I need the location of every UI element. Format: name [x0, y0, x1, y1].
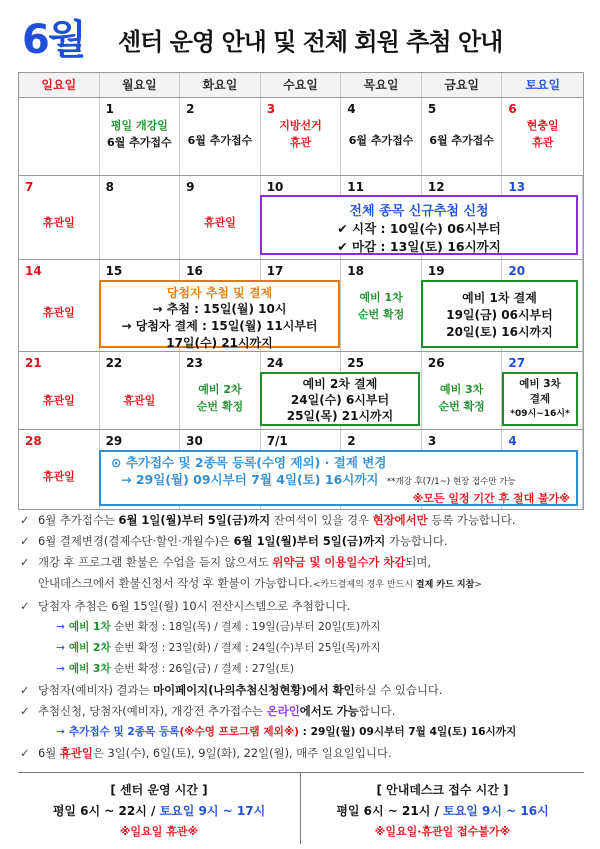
box-line-text: → 29일(월) 09시부터 7월 4일(토) 16시까지 [121, 472, 379, 487]
notice-item: ✓ 6월 결제변경(결제수단·할인·개월수)은 6월 1일(월)부터 5일(금)까지 가능합니다. [20, 531, 585, 552]
holiday-label: 휴관일 [42, 306, 75, 319]
desk-hours-line: 평일 6시 ~ 21시 / 토요일 9시 ~ 16시 [336, 804, 549, 818]
day-number: 27 [508, 356, 526, 370]
day-number: 30 [186, 434, 203, 448]
notice-item: ✓ 개강 후 프로그램 환불은 수업을 듣지 않으셔도 위약금 및 이용일수가 차감되며, [20, 552, 585, 573]
new-lottery-box [260, 195, 578, 255]
day-note: 휴관 [289, 136, 312, 149]
day-number: 19 [427, 264, 445, 278]
box-line: 24일(수) 6시부터 [290, 393, 390, 407]
day-number: 14 [25, 264, 42, 278]
notice-item: ✓ 당첨자 추첨은 6월 15일(월) 10시 전산시스템으로 추첨합니다. [20, 596, 585, 617]
day-cell-3 [261, 98, 342, 175]
day-number: 2 [347, 434, 356, 448]
day-note: 순번 확정 [196, 400, 244, 413]
week-row-1 [18, 98, 584, 176]
day-cell-18 [341, 260, 422, 351]
day-number: 13 [508, 180, 526, 194]
week-row-3 [18, 260, 584, 352]
notice-item: ✓ 추첨신청, 당첨자(예비자), 개강전 추가접수는 온라인에서도 가능합니다. [20, 701, 585, 722]
box-line: ✔ 마감 : 13일(토) 16시까지 [337, 239, 501, 254]
day-note: 예비 2차 [198, 383, 242, 396]
day-note: 평일 개강일 [110, 119, 168, 132]
weekday-sat: 토요일 [525, 78, 561, 92]
check-icon: ✓ [20, 746, 30, 760]
desk-hours-title: [ 안내데스크 접수 시간 ] [376, 783, 509, 797]
holiday-label: 휴관일 [42, 470, 75, 483]
weekday-header [18, 72, 584, 98]
day-number: 16 [186, 264, 203, 278]
day-number: 3 [427, 434, 437, 448]
holiday-label: 휴관일 [203, 216, 236, 229]
box-line: 예비 1차 결제 [462, 291, 537, 305]
day-number: 26 [427, 356, 445, 370]
day-cell-2 [180, 98, 261, 175]
day-cell-22 [100, 352, 181, 429]
day-cell-21 [19, 352, 100, 429]
notice-item-continued: 안내데스크에서 환불신청서 작성 후 환불이 가능합니다.<카드결제의 경우 반드시 결제 카드 지참> [38, 576, 482, 590]
reserve-2-payment-box [260, 372, 420, 426]
day-number: 10 [266, 180, 284, 194]
weekday-wed: 수요일 [261, 73, 342, 97]
center-hours-line: 평일 6시 ~ 22시 / 토요일 9시 ~ 17시 [52, 804, 266, 818]
day-number: 25 [347, 356, 364, 370]
check-icon: ✓ [20, 704, 30, 718]
day-note: 순번 확정 [357, 308, 405, 321]
day-cell-23 [180, 352, 261, 429]
day-note: 휴관 [532, 136, 554, 149]
box-line: ✔ 시작 : 10일(수) 06시부터 [337, 221, 501, 236]
day-number: 21 [25, 356, 42, 370]
check-icon: ✓ [20, 534, 30, 548]
box-line: 25일(목) 21시까지 [286, 409, 394, 423]
holiday-label: 휴관일 [42, 394, 75, 407]
week-row-5 [18, 430, 584, 510]
arrow-icon: → [56, 621, 65, 633]
week-row-4 [18, 352, 584, 430]
day-number: 8 [105, 180, 114, 194]
month-title: 6월 [22, 17, 85, 63]
day-cell-empty [19, 98, 100, 175]
day-number: 7/1 [266, 434, 288, 448]
day-cell-9 [180, 176, 261, 259]
box-line: 20일(토) 16시까지 [446, 325, 553, 339]
day-number: 22 [105, 356, 123, 370]
check-icon: ✓ [20, 599, 30, 613]
arrow-icon: → [56, 642, 65, 654]
day-note: 순번 확정 [438, 400, 485, 413]
day-cell-4 [341, 98, 422, 175]
day-number: 1 [105, 102, 114, 116]
day-number: 5 [427, 102, 437, 116]
notice-item: ✓ 6월 휴관일은 3일(수), 6일(토), 9일(화), 22일(월), 매주 일요일입니다. [20, 743, 585, 764]
day-note: 6월 추가접수 [429, 134, 494, 147]
day-number: 4 [347, 102, 356, 116]
reserve-3-payment-box [502, 372, 578, 426]
check-icon: ✓ [20, 513, 30, 527]
box-line: 예비 3차 [519, 378, 561, 390]
weekday-mon: 월요일 [100, 73, 181, 97]
box-line: ⊙ 추가접수 및 2종목 등록(수영 제외) · 결제 변경 [111, 455, 387, 470]
box-warning: ※모든 일정 기간 후 절대 불가※ [412, 492, 570, 505]
box-line [107, 471, 570, 491]
day-number: 6 [508, 102, 517, 116]
day-cell-7 [19, 176, 100, 259]
day-number: 23 [186, 356, 203, 370]
center-hours [18, 773, 301, 844]
check-icon: ✓ [20, 683, 30, 697]
notice-subitem: → 예비 3차 순번 확정 : 26일(금) / 결제 : 27일(토) [56, 663, 295, 675]
notice-item: ✓ 6월 추가접수는 6월 1일(월)부터 5일(금)까지 잔여석이 있을 경우 현장에서만 등록 가능합니다. [20, 510, 585, 531]
day-number: 7 [25, 180, 34, 194]
desk-hours [301, 773, 584, 844]
day-cell-5 [422, 98, 503, 175]
day-number: 20 [508, 264, 526, 278]
day-number: 12 [427, 180, 445, 194]
day-number: 9 [186, 180, 195, 194]
day-cell-8 [100, 176, 181, 259]
box-line: *09시~16시* [510, 409, 570, 419]
day-note: 6월 추가접수 [348, 134, 414, 147]
check-icon: ✓ [20, 555, 30, 569]
center-hours-title: [ 센터 운영 시간 ] [110, 783, 208, 797]
box-title: 전체 종목 신규추첨 신청 [349, 204, 489, 219]
notice-list [20, 510, 585, 764]
holiday-label: 휴관일 [42, 216, 75, 229]
week-row-2 [18, 176, 584, 260]
day-number: 28 [25, 434, 42, 448]
notice-item: ✓ 당첨자(예비자) 결과는 마이페이지(나의추첨신청현황)에서 확인하실 수 있습니다. [20, 680, 585, 701]
day-cell-14 [19, 260, 100, 351]
notice-subitem: → 예비 1차 순번 확정 : 18일(목) / 결제 : 19일(금)부터 20일(토)까지 [56, 621, 381, 633]
box-line: → 당첨자 결제 : 15일(월) 11시부터 [121, 319, 318, 333]
day-number: 24 [266, 356, 284, 370]
day-note: 6월 추가접수 [107, 136, 172, 149]
arrow-icon: → [56, 726, 65, 738]
notice-subitem: → 추가접수 및 2종목 등록(※수영 프로그램 제외※) : 29일(월) 09시부터 7월 4일(토) 16시까지 [56, 726, 517, 738]
day-number: 4 [508, 434, 517, 448]
box-title: 당첨자 추첨 및 결제 [166, 286, 273, 300]
holiday-label: 휴관일 [123, 394, 156, 407]
day-number: 2 [186, 102, 195, 116]
winner-draw-box [99, 280, 340, 348]
box-line: → 추첨 : 15일(월) 10시 [152, 302, 287, 316]
calendar [18, 72, 584, 510]
day-note: 현충일 [526, 119, 559, 132]
weekday-sun: 일요일 [19, 73, 100, 97]
day-number: 29 [105, 434, 123, 448]
box-line: 예비 2차 결제 [302, 377, 378, 391]
day-number: 15 [105, 264, 123, 278]
reserve-1-payment-box [421, 280, 578, 348]
center-hours-note: ※일요일 휴관※ [119, 825, 199, 838]
day-note: 지방선거 [279, 119, 322, 132]
box-line: 17일(수) 21시까지 [166, 336, 273, 350]
day-note: 예비 1차 [359, 291, 403, 304]
extra-registration-box [99, 450, 578, 506]
day-note: 6월 추가접수 [187, 134, 253, 147]
day-number: 17 [266, 264, 284, 278]
weekday-thu: 목요일 [341, 73, 422, 97]
day-cell-6 [502, 98, 583, 175]
desk-hours-note: ※일요일·휴관일 접수불가※ [374, 825, 511, 838]
arrow-icon: → [56, 663, 65, 675]
weekday-fri: 금요일 [422, 73, 503, 97]
day-note: 예비 3차 [439, 383, 484, 396]
day-number: 18 [347, 264, 364, 278]
box-line: 19일(금) 06시부터 [446, 308, 553, 322]
day-cell-28 [19, 430, 100, 509]
day-cell-26 [422, 352, 503, 429]
box-footnote: **개강 후(7/1~) 현장 접수만 가능 [386, 477, 516, 487]
notice-subitem: → 예비 2차 순번 확정 : 23일(화) / 결제 : 24일(수)부터 25일(목)까지 [56, 642, 381, 654]
footer [18, 772, 584, 844]
day-number: 3 [266, 102, 276, 116]
page-title: 센터 운영 안내 및 전체 회원 추첨 안내 [118, 28, 503, 56]
weekday-tue: 화요일 [180, 73, 261, 97]
day-number: 11 [347, 180, 364, 194]
day-cell-1 [100, 98, 181, 175]
header [0, 0, 600, 72]
box-line: 결제 [529, 393, 551, 405]
